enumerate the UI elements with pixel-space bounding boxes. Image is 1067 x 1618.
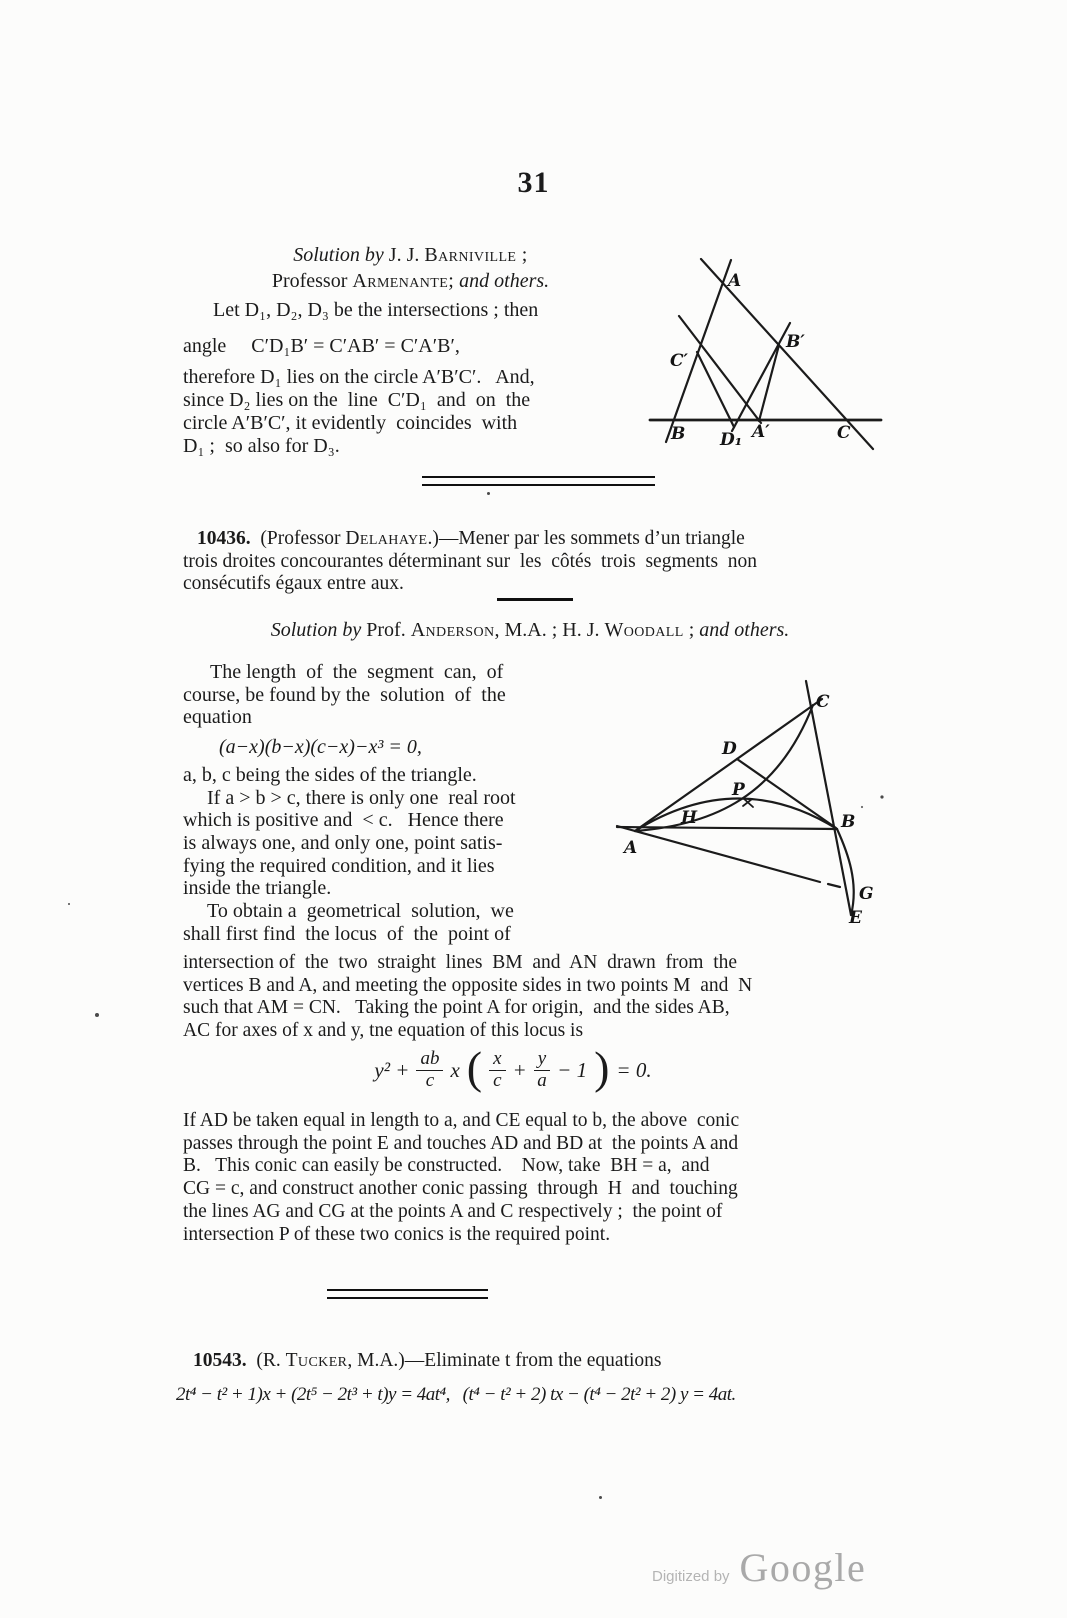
fig1-label-A: A [728,271,742,291]
question-10436-line1: 10436. (Professor Delahaye.)—Mener par les sommets d’un triangle [197,528,745,549]
solution2-header: Solution by Prof. Anderson, M.A. ; H. J. Woodall ; and others. [270,619,790,641]
text-line: which is positive and < c. Hence there [183,809,504,832]
text-line: angle C′D₁B′ = C′AB′ = C′A′B′, [183,335,460,357]
fig1-label-A-prime: A′ [752,422,770,442]
solution2-final-paragraph [183,1110,899,1246]
fig2-seg-DB [737,759,836,828]
text-line: CG = c, and construct another conic passing through H and touching [183,1178,738,1200]
eq-minus-one: − 1 [557,1057,588,1082]
fig2-line-AG [617,826,820,882]
text-line: circle A′B′C′, it evidently coincides with [183,412,518,434]
fig2-label-D: D [722,739,737,759]
text-line: a, b, c being the sides of the triangle. [183,763,477,786]
solution1-header-line1: Solution by J. J. Barniville ; [293,244,528,266]
right-paren: ) [594,1042,610,1094]
fig2-line-AG-dash [828,884,840,887]
text-line: passes through the point E and touches AD and BD at the points A and [183,1132,739,1154]
fig2-label-G: G [859,884,874,904]
question-10543 [170,1350,915,1372]
text-line: D₁ ; so also for D₃. [183,435,340,457]
solution1-header-line2: Professor Armenante; and others. [271,270,550,292]
ink-speck [599,1496,602,1499]
text-line: since D₂ lies on the line C′D₁ and on the [183,389,531,411]
left-paren: ( [466,1042,483,1094]
fraction-y-a: $\frac{y}{a}$ [534,1049,550,1092]
double-rule-divider [422,476,655,486]
text-line: B. This conic can easily be constructed. Now, take BH = a, and [183,1155,710,1177]
text-line: inside the triangle. [183,877,332,900]
text-line: course, be found by the solution of the [183,683,506,706]
watermark [652,1544,866,1591]
text-line: If a > b > c, there is only one real root [207,786,516,809]
eq-x: x [450,1057,460,1082]
question-10436-line2: trois droites concourantes déterminant sur les côtés trois segments non [183,550,758,572]
question-10543-equation: 2t⁴ − t² + 1)x + (2t⁵ − 2t³ + t)y = 4at⁴, (t⁴ − t² + 2) tx − (t⁴ − 2t² + 2) y = 4at. [176,1384,736,1405]
solution2-wide-text [183,952,899,1043]
ink-speck [880,795,883,798]
solution1-header [183,242,638,294]
eq-equals-zero: = 0. [616,1057,652,1082]
double-rule-divider [327,1289,488,1299]
solution1-paragraph [183,299,651,458]
fig1-label-C-prime: C′ [670,351,689,371]
text-line: equation [183,706,252,729]
text-line: shall first find the locus of the point of [183,922,511,945]
ink-speck [861,806,863,808]
fig2-label-H: H [681,808,698,828]
fig1-label-C: C [837,423,851,443]
fig2-label-E: E [849,908,862,928]
text-line: AC for axes of x and y, tne equation of this locus is [183,1020,584,1042]
eq-plus: + [512,1057,527,1082]
text-line: the lines AG and CG at the points A and C respectively ; the point of [183,1200,723,1222]
figure-2-conics-diagram [600,655,970,928]
fig1-label-B-prime: B′ [786,332,805,352]
text-line: The length of the segment can, of [210,661,504,683]
fig1-label-D1: D₁ [720,430,743,450]
page-number: 31 [517,166,550,199]
fig2-line-AC [635,699,822,831]
fig2-label-A: A [624,838,638,858]
text-line: such that AM = CN. Taking the point A for origin, and the sides AB, [183,997,730,1019]
cubic-equation: (a−x)(b−x)(c−x)−x³ = 0, [219,736,422,759]
fig2-label-B: B [841,812,856,832]
ink-speck [68,903,70,905]
text-line: intersection P of these two conics is the required point. [183,1223,611,1245]
question-10543-header: 10543. (R. Tucker, M.A.)—Eliminate t from the equations [193,1350,662,1371]
fig2-conic1-arc-BE [837,829,854,915]
locus-equation [183,1042,843,1098]
text-line: is always one, and only one, point satis- [183,831,503,854]
text-line: fying the required condition, and it lies [183,854,495,877]
fraction-ab-c: $\frac{ab}{c}$ [416,1049,443,1092]
short-rule-divider [497,598,573,601]
question-10436-line3: consécutifs égaux entre aux. [183,573,404,594]
question-10436 [183,528,899,596]
solution2-column [183,661,651,945]
text-line: To obtain a geometrical solution, we [207,900,514,923]
text-line: therefore D₁ lies on the circle A′B′C′. And, [183,366,535,388]
google-logo: Google [739,1545,867,1590]
eq-lead: y² + [374,1057,410,1082]
text-line: Let D₁, D₂, D₃ be the intersections ; then [213,299,539,321]
fig2-label-C: C [816,692,830,712]
watermark-prefix: Digitized by [652,1568,730,1585]
text-line: intersection of the two straight lines BM and AN drawn from the [183,952,738,973]
text-line: vertices B and A, and meeting the opposite sides in two points M and N [183,974,753,996]
fig1-label-B: B [671,424,686,444]
fraction-x-c: $\frac{x}{c}$ [489,1049,505,1092]
ink-speck [95,1013,99,1017]
text-line: If AD be taken equal in length to a, and CE equal to b, the above conic [183,1110,740,1131]
figure-1-geometry-diagram [620,228,950,458]
fig2-label-P: P [732,780,745,800]
ink-speck [487,492,490,495]
fig1-seg-BpAp [759,345,779,421]
